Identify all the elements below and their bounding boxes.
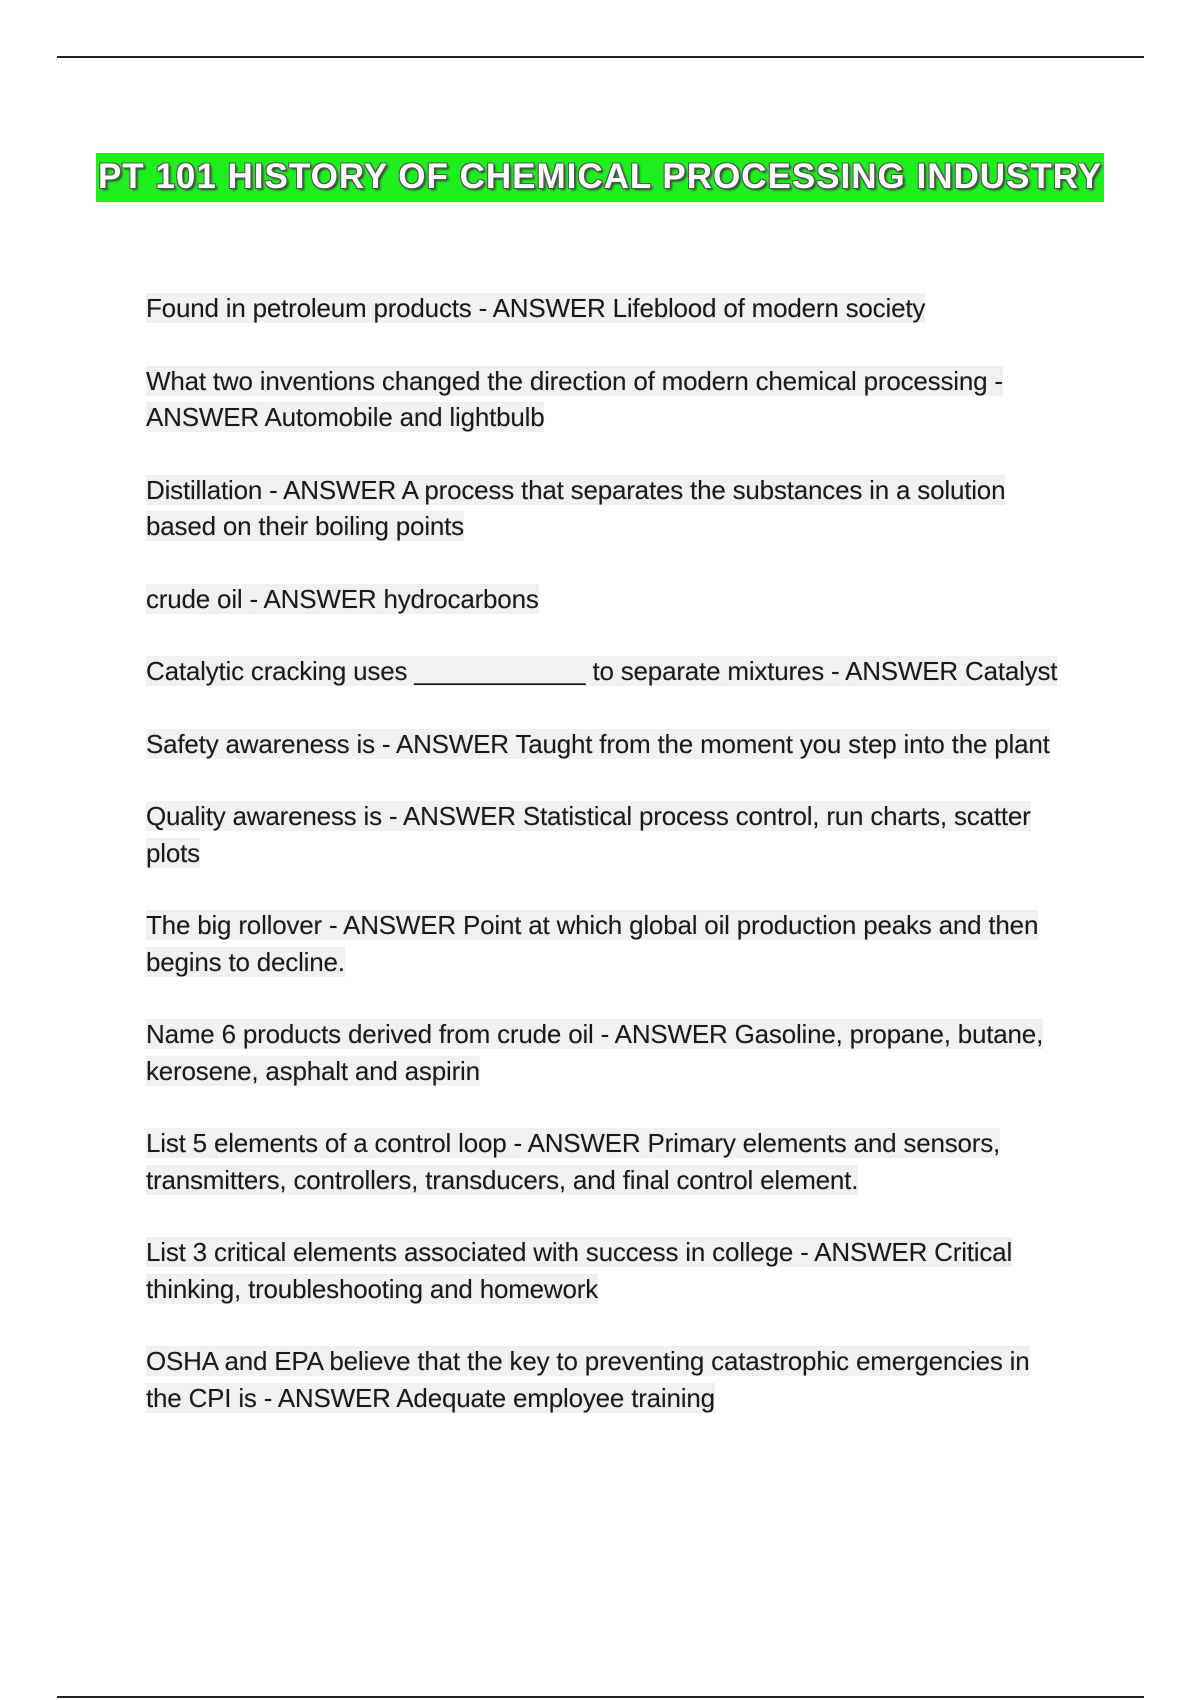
qa-item [146, 581, 1066, 618]
qa-item [146, 1234, 1066, 1307]
qa-item-text: Safety awareness is - ANSWER Taught from the moment you step into the plant [146, 728, 1050, 759]
qa-item-text: Quality awareness is - ANSWER Statistical process control, run charts, scatter plots [146, 801, 1031, 868]
qa-item [146, 1016, 1066, 1089]
top-divider [57, 56, 1144, 58]
qa-item [146, 726, 1066, 763]
qa-item-text: List 3 critical elements associated with success in college - ANSWER Critical thinking, troubleshooting and homework [146, 1237, 1013, 1304]
bottom-divider [57, 1696, 1144, 1698]
title-block [60, 148, 1140, 205]
qa-item-text: List 5 elements of a control loop - ANSWER Primary elements and sensors, transmitters, controllers, transducers, and final control element. [146, 1128, 1001, 1195]
qa-item [146, 1343, 1066, 1416]
qa-item [146, 363, 1066, 436]
qa-item-text: Found in petroleum products - ANSWER Lifeblood of modern society [146, 293, 926, 323]
qa-item [146, 1125, 1066, 1198]
qa-item-text: Name 6 products derived from crude oil - ANSWER Gasoline, propane, butane, kerosene, asphalt and aspirin [146, 1019, 1044, 1086]
qa-item-text: crude oil - ANSWER hydrocarbons [146, 583, 539, 614]
qa-item-text: OSHA and EPA believe that the key to preventing catastrophic emergencies in the CPI is - ANSWER Adequate employee training [146, 1346, 1030, 1413]
qa-item [146, 907, 1066, 980]
qa-list [146, 290, 1066, 1452]
qa-item [146, 472, 1066, 545]
qa-item-text: Distillation - ANSWER A process that separates the substances in a solution based on their boiling points [146, 474, 1006, 541]
qa-item-text: What two inventions changed the direction of modern chemical processing - ANSWER Automobile and lightbulb [146, 365, 1003, 432]
qa-item-text: Catalytic cracking uses ____________ to separate mixtures - ANSWER Catalyst [146, 656, 1058, 686]
qa-item [146, 653, 1066, 690]
qa-item [146, 290, 1066, 327]
document-title: PT 101 HISTORY OF CHEMICAL PROCESSING INDUSTRY [96, 153, 1104, 202]
qa-item [146, 798, 1066, 871]
qa-item-text: The big rollover - ANSWER Point at which global oil production peaks and then begins to decline. [146, 910, 1039, 977]
